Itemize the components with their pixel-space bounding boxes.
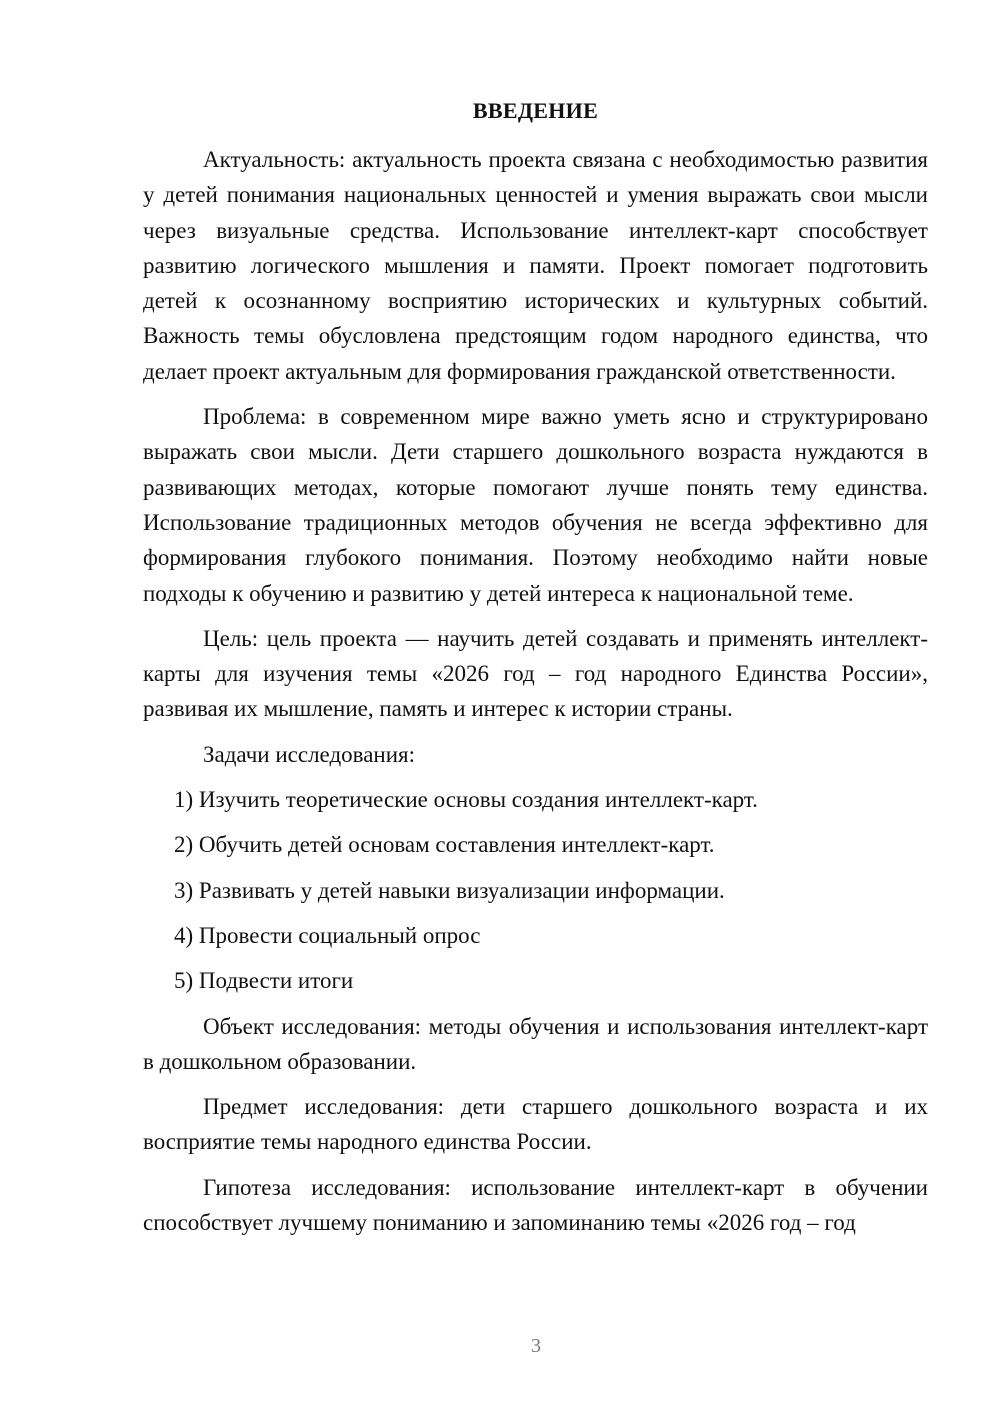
object-paragraph: Объект исследования: методы обучения и использования интеллект-карт в дошкольном образовании. bbox=[143, 1013, 928, 1074]
task-item: 2) Обучить детей основам составления интеллект-карт. bbox=[174, 832, 715, 858]
task-item: 3) Развивать у детей навыки визуализации информации. bbox=[174, 877, 725, 903]
relevance-paragraph: Актуальность: актуальность проекта связана с необходимостью развития у детей понимания национальных ценностей и умения выражать свои мысли через визуальные средства. Использование интеллект-карт способствует развитию логического мышления и памяти. Проект помогает подготовить детей к осознанному восприятию исторических и культурных событий. Важность темы обусловлена предстоящим годом народного единства, что делает проект актуальным для формирования гражданской ответственности. bbox=[143, 147, 928, 384]
subject-paragraph: Предмет исследования: дети старшего дошкольного возраста и их восприятие темы народного единства России. bbox=[143, 1094, 928, 1155]
section-title: ВВЕДЕНИЕ bbox=[472, 98, 599, 123]
hypothesis-paragraph: Гипотеза исследования: использование интеллект-карт в обучении способствует лучшему пониманию и запоминанию темы «2026 год – год bbox=[143, 1174, 928, 1236]
task-item: 5) Подвести итоги bbox=[174, 968, 354, 994]
goal-paragraph: Цель: цель проекта — научить детей создавать и применять интеллект-карты для изучения темы «2026 год – год народного Единства России», развивая их мышление, память и интерес к истории страны. bbox=[143, 625, 928, 722]
task-item: 1) Изучить теоретические основы создания интеллект-карт. bbox=[174, 787, 758, 813]
problem-paragraph: Проблема: в современном мире важно уметь ясно и структурировано выражать свои мысли. Дети старшего дошкольного возраста нуждаются в развивающих методах, которые помогают лучше понять тему единства. Использование традиционных методов обучения не всегда эффективно для формирования глубокого понимания. Поэтому необходимо найти новые подходы к обучению и развитию у детей интереса к национальной теме. bbox=[143, 404, 928, 606]
tasks-heading: Задачи исследования: bbox=[203, 741, 416, 767]
document-body bbox=[143, 142, 928, 1250]
page-number: 3 bbox=[531, 1335, 541, 1357]
task-item: 4) Провести социальный опрос bbox=[174, 922, 481, 948]
